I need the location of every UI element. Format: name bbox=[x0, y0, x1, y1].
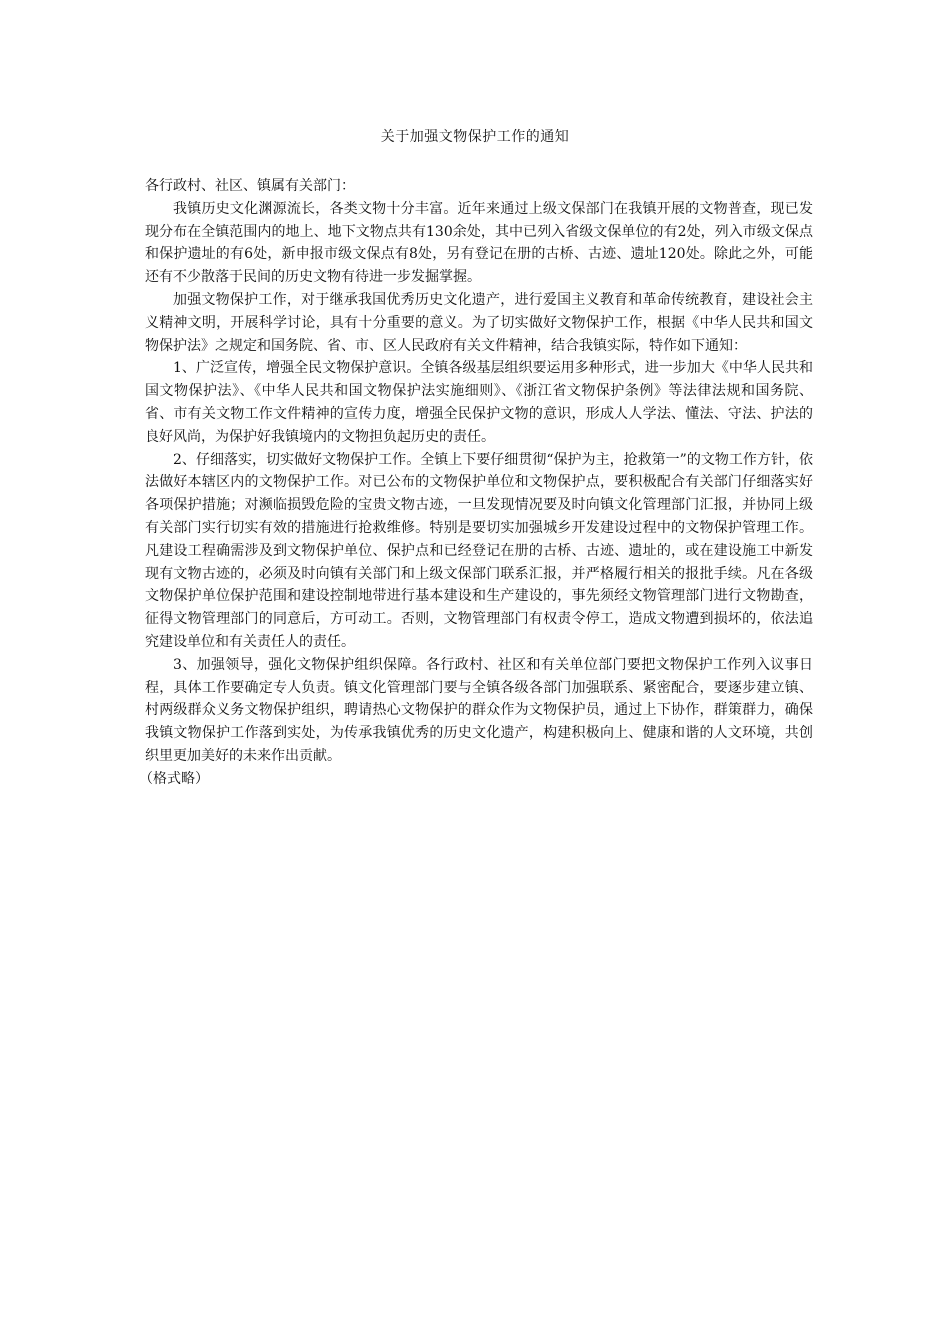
salutation: 各行政村、社区、镇属有关部门： bbox=[145, 178, 355, 194]
closing-note: （格式略） bbox=[139, 770, 209, 787]
paragraph-item-3: 3、加强领导，强化文物保护组织保障。各行政村、社区和有关单位部门要把文物保护工作列入议事日程，具体工作要确定专人负责。镇文化管理部门要与全镇各级各部门加强联系、紧密配合，要逐步建立镇、村两级群众义务文物保护组织，聘请热心文物保护的群众作为文物保护员，通过上下协作，群策群力，确保我镇文物保护工作落到实处，为传承我镇优秀的历史文化遗产，构建积极向上、健康和谐的人文环境，共创织里更加美好的未来作出贡献。 bbox=[145, 656, 813, 764]
paragraph-significance: 加强文物保护工作，对于继承我国优秀历史文化遗产，进行爱国主义教育和革命传统教育，建设社会主义精神文明，开展科学讨论，具有十分重要的意义。为了切实做好文物保护工作，根据《中华人民共和国文物保护法》之规定和国务院、省、市、区人民政府有关文件精神，结合我镇实际，特作如下通知： bbox=[145, 291, 813, 354]
paragraph-intro: 我镇历史文化渊源流长，各类文物十分丰富。近年来通过上级文保部门在我镇开展的文物普查，现已发现分布在全镇范围内的地上、地下文物点共有130余处，其中已列入省级文保单位的有2处，列入市级文保点和保护遗址的有6处，新申报市级文保点有8处，另有登记在册的古桥、古迹、遗址120处。除此之外，可能还有不少散落于民间的历史文物有待进一步发掘掌握。 bbox=[145, 200, 813, 286]
paragraph-item-2: 2、仔细落实，切实做好文物保护工作。全镇上下要仔细贯彻“保护为主，抢救第一”的文物工作方针，依法做好本辖区内的文物保护工作。对已公布的文物保护单位和文物保护点，要积极配合有关部门仔细落实好各项保护措施；对濒临损毁危险的宝贵文物古迹，一旦发现情况要及时向镇文化管理部门汇报，并协同上级有关部门实行切实有效的措施进行抢救维修。特别是要切实加强城乡开发建设过程中的文物保护管理工作。凡建设工程确需涉及到文物保护单位、保护点和已经登记在册的古桥、古迹、遗址的，或在建设施工中新发现有文物古迹的，必须及时向镇有关部门和上级文保部门联系汇报，并严格履行相关的报批手续。凡在各级文物保护单位保护范围和建设控制地带进行基本建设和生产建设的，事先须经文物管理部门进行文物勘查，征得文物管理部门的同意后，方可动工。否则，文物管理部门有权责令停工，造成文物遭到损坏的，依法追究建设单位和有关责任人的责任。 bbox=[145, 451, 813, 650]
document-title: 关于加强文物保护工作的通知 bbox=[380, 129, 570, 145]
document-body bbox=[139, 175, 813, 791]
paragraph-item-1: 1、广泛宣传，增强全民文物保护意识。全镇各级基层组织要运用多种形式，进一步加大《中华人民共和国文物保护法》、《中华人民共和国文物保护法实施细则》、《浙江省文物保护条例》等法律法规和国务院、省、市有关文物工作文件精神的宣传力度，增强全民保护文物的意识，形成人人学法、懂法、守法、护法的良好风尚，为保护好我镇境内的文物担负起历史的责任。 bbox=[145, 360, 813, 445]
